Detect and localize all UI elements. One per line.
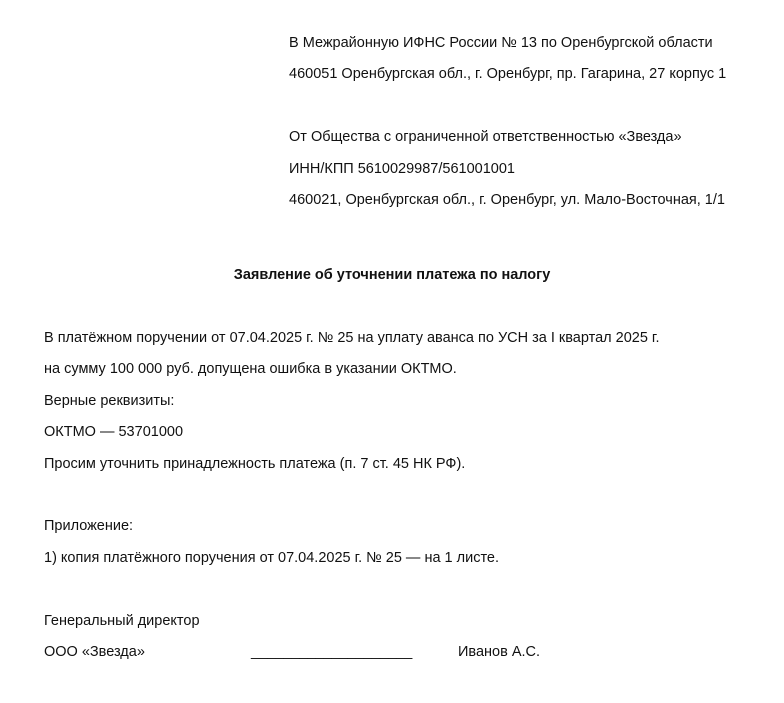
sender-address: 460021, Оренбургская обл., г. Оренбург, ул. Мало-Восточная, 1/1 [289, 192, 725, 208]
attachment-label: Приложение: [44, 518, 134, 534]
sender-name: От Общества с ограниченной ответственностью «Звезда» [289, 129, 682, 145]
recipient-line-1: В Межрайонную ИФНС России № 13 по Оренбургской области [289, 35, 713, 51]
body-paragraph-1: В платёжном поручении от 07.04.2025 г. № 25 на уплату аванса по УСН за I квартал 2025 г. [44, 330, 660, 346]
signature-position: Генеральный директор [44, 613, 200, 629]
body-request: Просим уточнить принадлежность платежа (п. 7 ст. 45 НК РФ). [44, 456, 466, 472]
signature-company: ООО «Звезда» [44, 644, 145, 660]
body-oktmo: ОКТМО — 53701000 [44, 424, 184, 440]
document-title: Заявление об уточнении платежа по налогу [233, 267, 551, 283]
signature-name: Иванов А.С. [458, 644, 541, 660]
recipient-address: 460051 Оренбургская обл., г. Оренбург, пр. Гагарина, 27 корпус 1 [289, 66, 727, 82]
body-paragraph-3: Верные реквизиты: [44, 393, 175, 409]
signature-blank-line: ____________________ [251, 644, 413, 660]
body-paragraph-2: на сумму 100 000 руб. допущена ошибка в указании ОКТМО. [44, 361, 457, 377]
sender-inn-kpp: ИНН/КПП 5610029987/561001001 [289, 161, 515, 177]
attachment-item-1: 1) копия платёжного поручения от 07.04.2025 г. № 25 — на 1 листе. [44, 550, 500, 566]
